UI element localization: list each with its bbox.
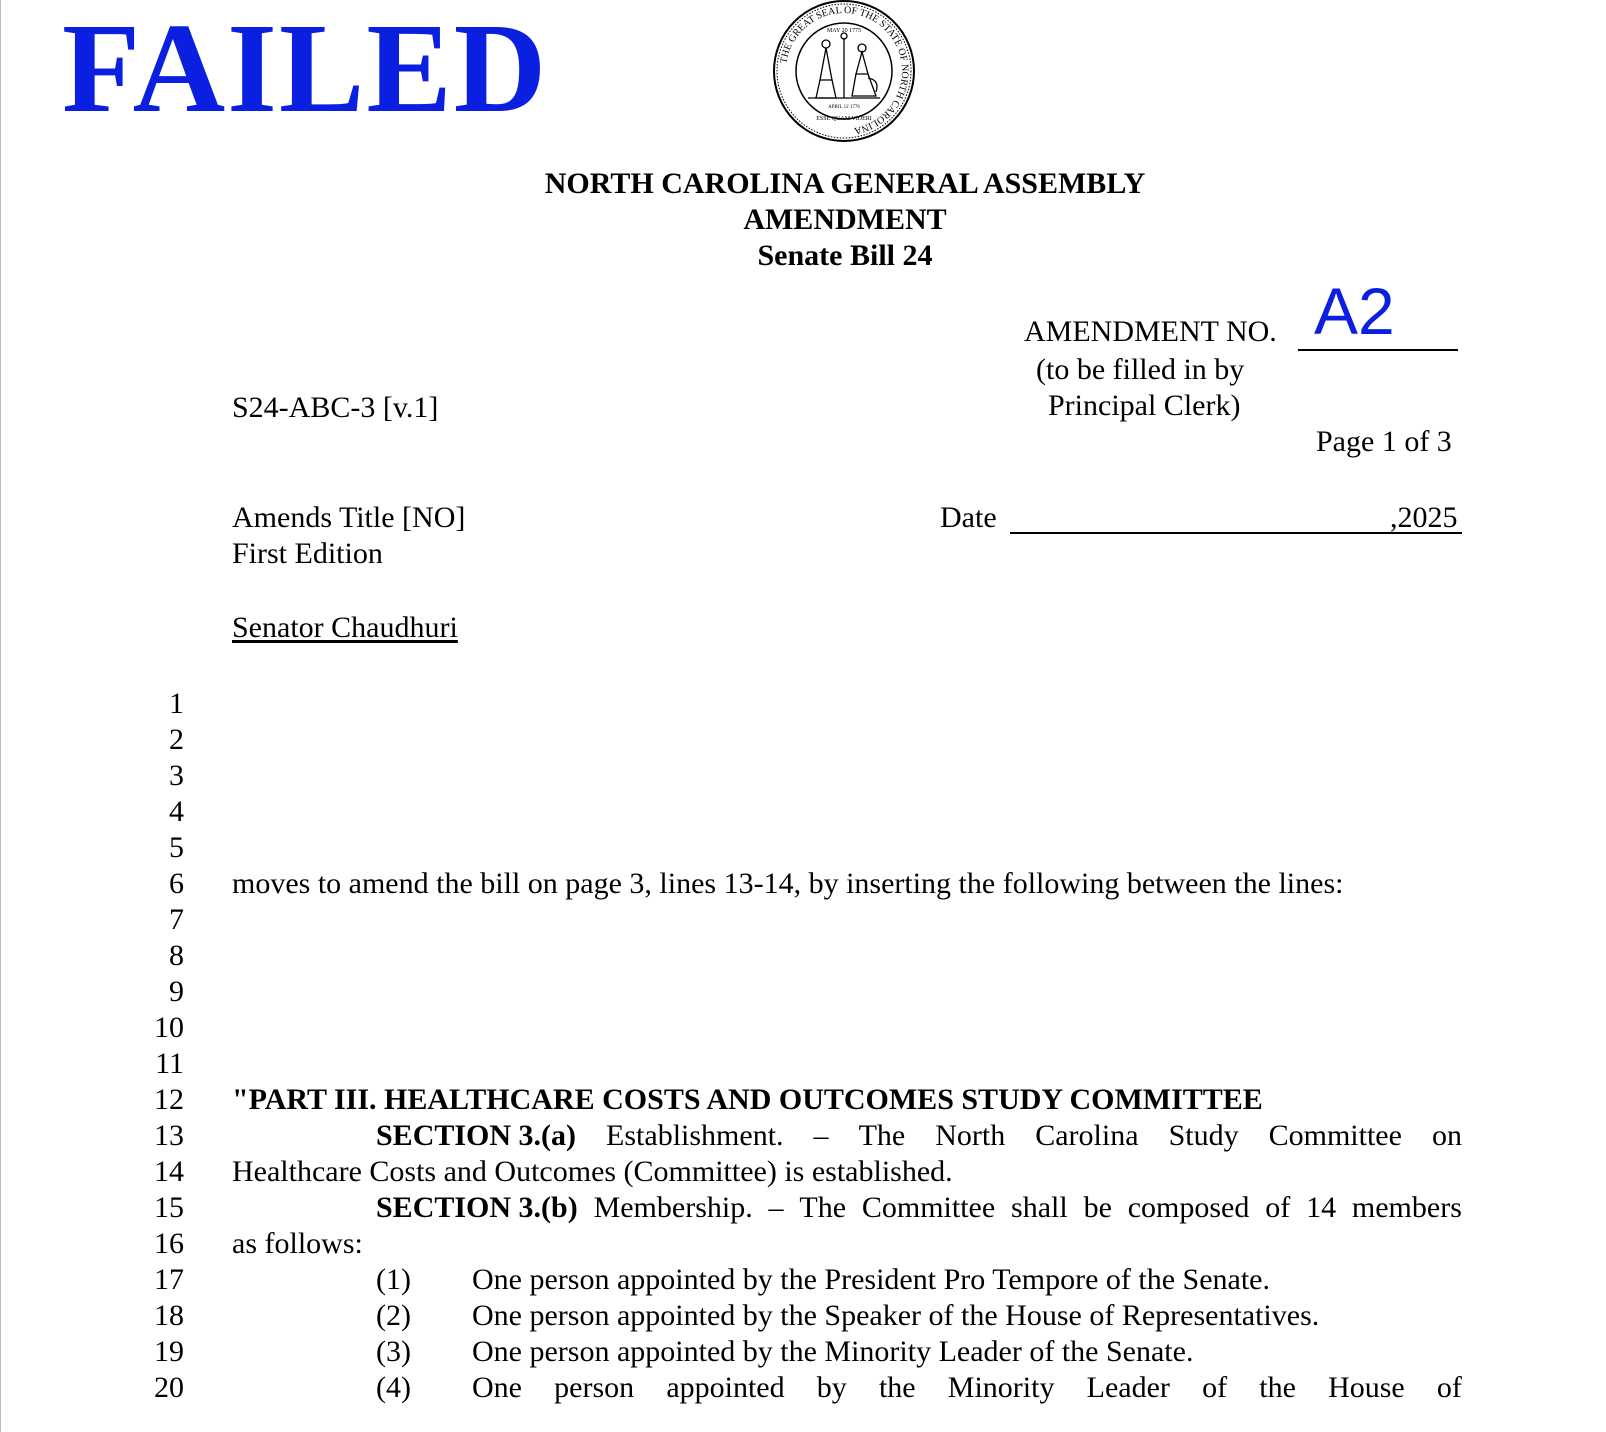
header-assembly: NORTH CAROLINA GENERAL ASSEMBLY	[544, 167, 1146, 200]
seal-bottom-date: APRIL 12 1776	[828, 105, 860, 110]
line-number: 15	[154, 1191, 184, 1224]
line-number: 5	[169, 831, 184, 864]
member-item-word: of	[1436, 1371, 1462, 1404]
amendment-no-underline	[1298, 349, 1458, 351]
failed-stamp: FAILED	[62, 0, 549, 139]
seal-top-date: MAY 20 1775	[826, 28, 862, 34]
member-item-text: One person appointed by the Minority Leader of the Senate.	[472, 1335, 1194, 1368]
line-number: 16	[154, 1227, 184, 1260]
amendment-note-line2: Principal Clerk)	[1048, 389, 1241, 422]
seal-motto: ESSE QUAM VIDERI	[816, 116, 872, 122]
section-3a-continuation: Healthcare Costs and Outcomes (Committee) is established.	[232, 1155, 953, 1188]
amendment-no-label: AMENDMENT NO.	[1024, 315, 1277, 348]
member-item-word: of	[1202, 1371, 1228, 1404]
line-number: 19	[154, 1335, 184, 1368]
date-label: Date	[940, 501, 997, 534]
section-3b-word: Membership.	[593, 1191, 753, 1224]
section-3b-line	[232, 1190, 1462, 1226]
line-number: 12	[154, 1083, 184, 1116]
section-3a-word: Establishment.	[606, 1119, 784, 1152]
member-item-text: One person appointed by the President Pro Tempore of the Senate.	[472, 1263, 1270, 1296]
amendment-no-value: A2	[1314, 274, 1395, 348]
section-3a-label: SECTION 3.(a)	[376, 1119, 577, 1152]
line-number: 8	[169, 939, 184, 972]
section-3a-word: The	[858, 1119, 906, 1152]
member-item-word: House	[1328, 1371, 1405, 1404]
member-item-word: appointed	[666, 1371, 785, 1404]
member-item-number: (2)	[376, 1299, 411, 1332]
line-number: 17	[154, 1263, 184, 1296]
header-bill: Senate Bill 24	[757, 239, 933, 272]
sponsor: Senator Chaudhuri	[232, 611, 458, 644]
seal-ring-text: THE GREAT SEAL OF THE STATE OF NORTH CAROLINA	[778, 4, 911, 137]
line-number: 14	[154, 1155, 184, 1188]
line-number: 18	[154, 1299, 184, 1332]
section-3a-line	[232, 1118, 1462, 1154]
line-number: 13	[154, 1119, 184, 1152]
member-item-text: One person appointed by the Speaker of the House of Representatives.	[472, 1299, 1320, 1332]
page-indicator: Page 1 of 3	[1316, 425, 1452, 458]
part-heading: "PART III. HEALTHCARE COSTS AND OUTCOMES STUDY COMMITTEE	[232, 1083, 1263, 1116]
section-3a-word: North	[935, 1119, 1006, 1152]
line-number: 3	[169, 759, 184, 792]
section-3b-word: shall	[1011, 1191, 1068, 1224]
section-3a-word: on	[1431, 1119, 1462, 1152]
line-number: 2	[169, 723, 184, 756]
member-item-word: Minority	[947, 1371, 1055, 1404]
bill-code: S24-ABC-3 [v.1]	[232, 391, 439, 424]
line-number: 4	[169, 795, 184, 828]
member-item-text	[472, 1370, 1462, 1406]
section-3a-word: –	[813, 1119, 829, 1152]
member-item-number: (1)	[376, 1263, 411, 1296]
section-3a-word: Committee	[1268, 1119, 1402, 1152]
line-number: 10	[154, 1011, 184, 1044]
section-3b-word: 14	[1306, 1191, 1337, 1224]
member-item-number: (4)	[376, 1371, 411, 1404]
line-number: 9	[169, 975, 184, 1008]
member-item-number: (3)	[376, 1335, 411, 1368]
section-3b-word: be	[1083, 1191, 1112, 1224]
amends-title: Amends Title [NO]	[232, 501, 466, 534]
line-number: 11	[155, 1047, 184, 1080]
member-item-word: One	[472, 1371, 522, 1404]
member-item-word: the	[878, 1371, 916, 1404]
date-year: ,2025	[1390, 501, 1458, 534]
section-3b-word: members	[1351, 1191, 1462, 1224]
section-3b-word: of	[1265, 1191, 1291, 1224]
section-3b-continuation: as follows:	[232, 1227, 363, 1260]
section-3a-word: Study	[1168, 1119, 1239, 1152]
motion-text: moves to amend the bill on page 3, lines 13-14, by inserting the following between the lines:	[232, 867, 1344, 900]
section-3a-word: Carolina	[1035, 1119, 1139, 1152]
line-number: 6	[169, 867, 184, 900]
edition: First Edition	[232, 537, 383, 570]
line-number: 1	[169, 687, 184, 720]
nc-great-seal-icon	[768, 0, 920, 142]
member-item-word: by	[816, 1371, 847, 1404]
section-3b-word: The	[799, 1191, 847, 1224]
amendment-note-line1: (to be filled in by	[1036, 353, 1245, 386]
line-number: 7	[169, 903, 184, 936]
header-amendment: AMENDMENT	[743, 203, 947, 236]
member-item-word: the	[1259, 1371, 1296, 1404]
member-item-word: person	[554, 1371, 635, 1404]
member-item-word: Leader	[1086, 1371, 1170, 1404]
section-3b-word: Committee	[861, 1191, 996, 1224]
section-3b-word: –	[768, 1191, 784, 1224]
section-3b-label: SECTION 3.(b)	[376, 1191, 578, 1224]
section-3b-word: composed	[1127, 1191, 1250, 1224]
line-number: 20	[154, 1371, 184, 1404]
